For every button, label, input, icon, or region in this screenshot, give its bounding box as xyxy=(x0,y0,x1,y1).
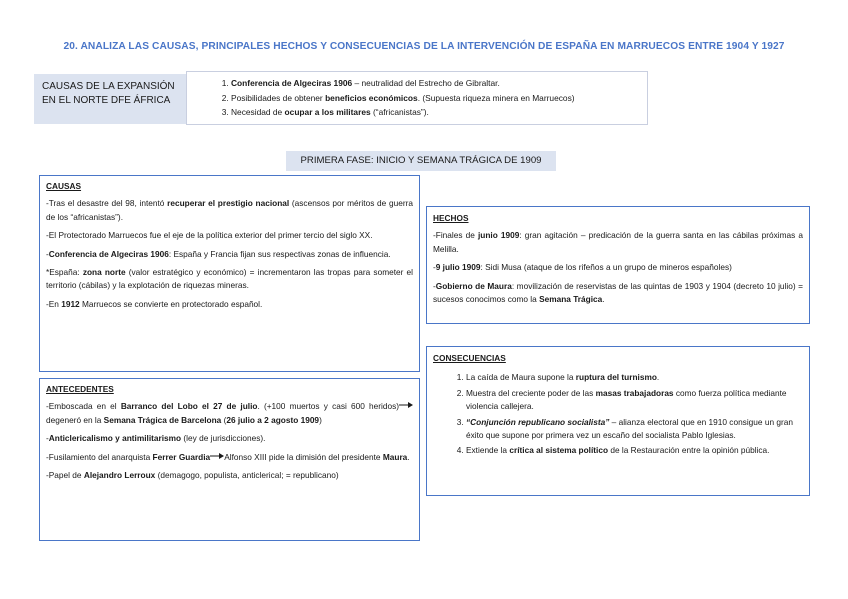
antecedentes-heading: ANTECEDENTES xyxy=(46,384,114,394)
expansion-label-line2: EN EL NORTE DFE ÁFRICA xyxy=(42,95,171,106)
hechos-paragraph: -Finales de junio 1909: gran agitación – predicación de la guerra santa en las cábilas próximas a Melilla. xyxy=(433,230,803,254)
hechos-heading: HECHOS xyxy=(433,213,469,223)
antecedentes-paragraph: -Papel de Alejandro Lerroux (demagogo, populista, anticlerical; = republicano) xyxy=(46,470,339,481)
expansion-label-box xyxy=(34,74,186,124)
antecedentes-paragraph: -Fusilamiento del anarquista Ferrer Guardia Alfonso XIII pide la dimisión del presidente Maura. xyxy=(46,451,410,462)
consecuencias-heading: CONSECUENCIAS xyxy=(433,353,506,363)
arrow-right-icon xyxy=(399,401,413,409)
causas-paragraph: -Conferencia de Algeciras 1906: España y Francia fijan sus respectivas zonas de influencia. xyxy=(46,248,391,259)
causas-paragraph: -El Protectorado Marruecos fue el eje de la política exterior del primer tercio del siglo XX. xyxy=(46,230,373,241)
hechos-paragraph: -9 julio 1909: Sidi Musa (ataque de los rifeños a un grupo de mineros españoles) xyxy=(433,262,732,273)
causas-card xyxy=(39,175,420,372)
expansion-reasons-box xyxy=(186,71,648,125)
list-item: 2. Posibilidades de obtener beneficios económicos. (Supuesta riqueza minera en Marruecos) xyxy=(231,91,647,106)
list-item: 1. Conferencia de Algeciras 1906 – neutralidad del Estrecho de Gibraltar. xyxy=(231,76,647,91)
list-item: 4. Extiende la crítica al sistema político de la Restauración entre la opinión pública. xyxy=(466,444,803,457)
consecuencias-card xyxy=(426,346,810,496)
hechos-card xyxy=(426,206,810,324)
consecuencias-list xyxy=(433,371,803,457)
expansion-label-line1: CAUSAS DE LA EXPANSIÓN xyxy=(42,81,175,92)
antecedentes-card xyxy=(39,378,420,541)
causas-paragraph: *España: zona norte (valor estratégico y económico) = incrementaron las tropas para someter el territorio (cábilas) y la explotación de riquezas mineras. xyxy=(46,267,413,291)
antecedentes-paragraph: -Anticlericalismo y antimilitarismo (ley de jurisdicciones). xyxy=(46,433,266,444)
causas-paragraph: -Tras el desastre del 98, intentó recuperar el prestigio nacional (ascensos por méritos de guerra de los “africanistas”). xyxy=(46,198,413,222)
antecedentes-paragraph: -Emboscada en el Barranco del Lobo el 27 de julio. (+100 muertos y casi 600 heridos) degeneró en la Semana Trágica de Barcelona (26 julio a 2 agosto 1909) xyxy=(46,400,413,427)
causas-heading: CAUSAS xyxy=(46,181,82,191)
list-item: 1. La caída de Maura supone la ruptura del turnismo. xyxy=(466,371,803,384)
phase-title: PRIMERA FASE: INICIO Y SEMANA TRÁGICA DE 1909 xyxy=(286,151,556,171)
list-item: 2. Muestra del creciente poder de las masas trabajadoras como fuerza política mediante violencia callejera. xyxy=(466,387,803,414)
arrow-right-icon xyxy=(210,452,224,460)
causas-paragraph: -En 1912 Marruecos se convierte en protectorado español. xyxy=(46,298,263,309)
page-title: 20. ANALIZA LAS CAUSAS, PRINCIPALES HECHOS Y CONSECUENCIAS DE LA INTERVENCIÓN DE ESPAÑA EN MARRUECOS ENTRE 1904 Y 1927 xyxy=(63,41,785,52)
expansion-reasons-list xyxy=(187,72,647,120)
hechos-paragraph: -Gobierno de Maura: movilización de reservistas de las quintas de 1903 y 1904 (decreto 10 julio) = sucesos conocimos como la Semana Trágica. xyxy=(433,280,803,305)
list-item: 3. Necesidad de ocupar a los militares (“africanistas”). xyxy=(231,105,647,120)
list-item: 3. “Conjunción republicano socialista” – alianza electoral que en 1910 consigue un gran éxito que supone por primera vez un escaño del socialista Pablo Iglesias. xyxy=(466,416,803,443)
